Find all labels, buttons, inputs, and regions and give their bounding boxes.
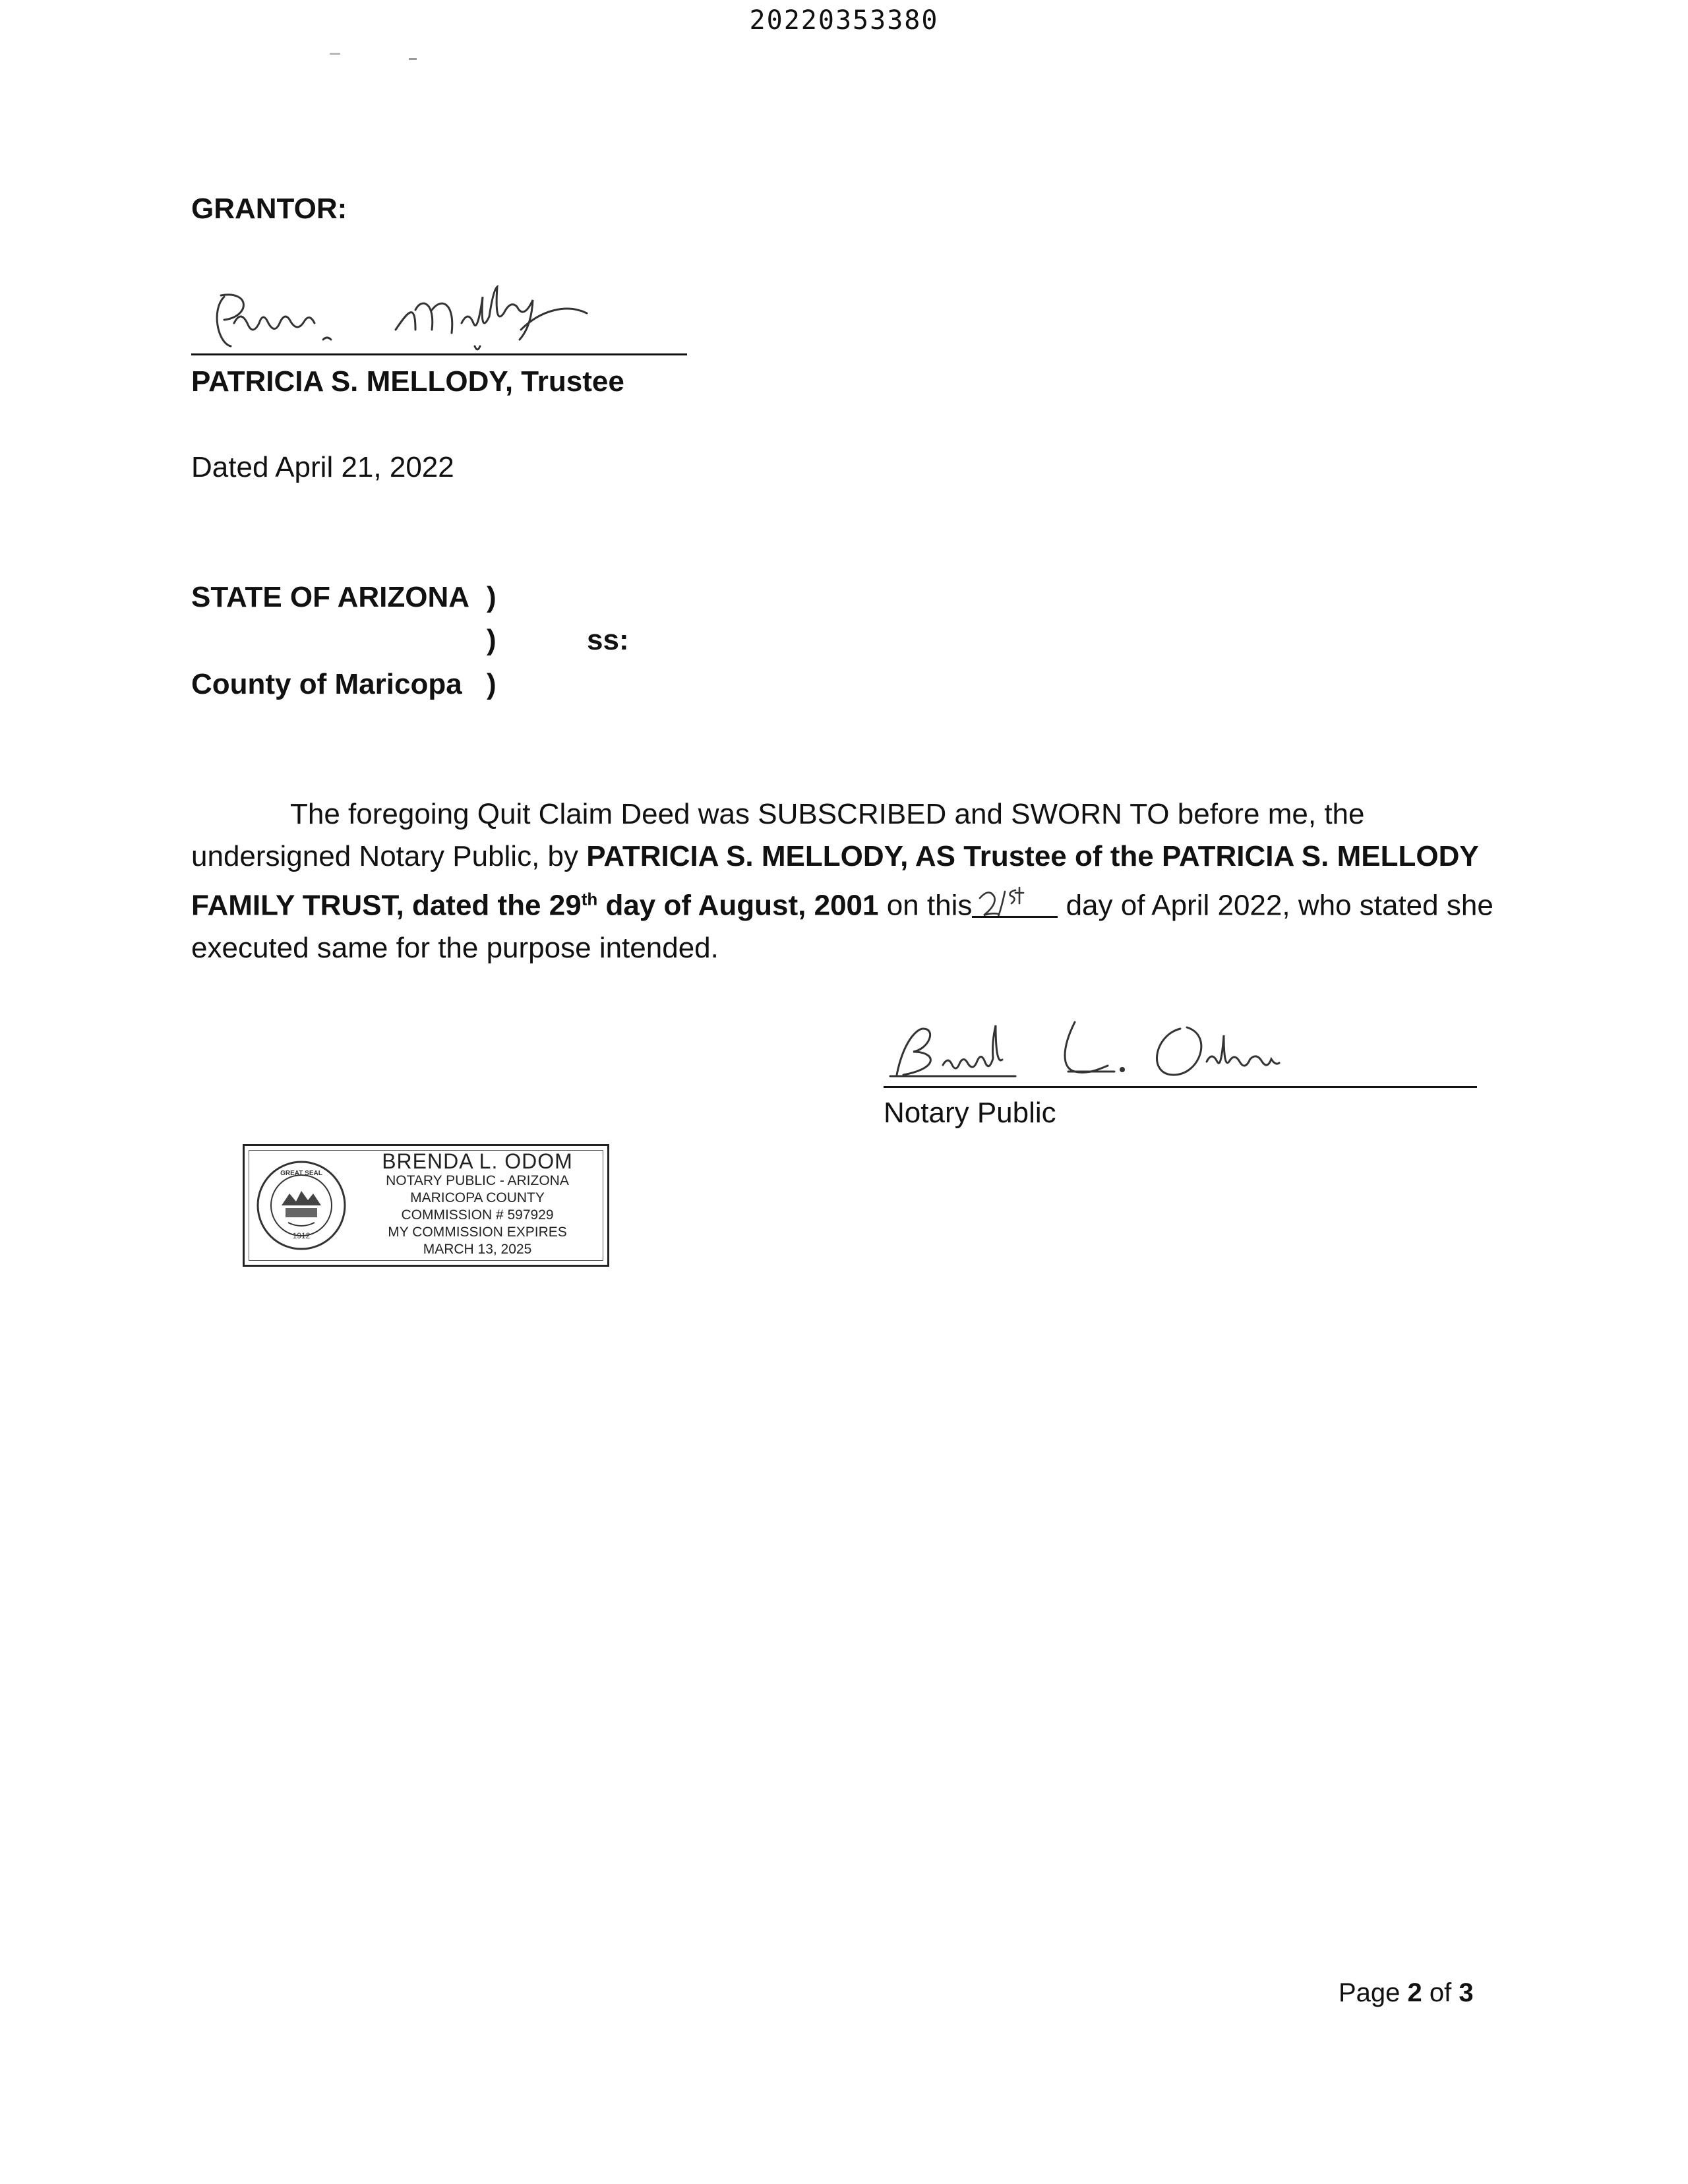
page-current: 2 (1407, 1978, 1422, 2007)
stamp-notary-name: BRENDA L. ODOM (382, 1149, 573, 1173)
venue-paren: ) (487, 581, 497, 613)
venue-paren: ) (487, 624, 497, 656)
svg-text:GREAT SEAL: GREAT SEAL (280, 1170, 322, 1177)
acknowledgment-paragraph (191, 793, 1510, 969)
svg-text:1912: 1912 (292, 1231, 311, 1240)
acknowledgment-bold: day of August, 2001 (597, 889, 879, 922)
recording-number: 20220353380 (749, 5, 939, 36)
grantor-label: GRANTOR: (191, 193, 347, 225)
notary-stamp (243, 1144, 609, 1267)
venue-state: STATE OF ARIZONA (191, 581, 470, 613)
dated-line: Dated April 21, 2022 (191, 451, 454, 483)
scan-mark (409, 58, 417, 60)
stamp-line: MARCH 13, 2025 (423, 1242, 532, 1257)
stamp-line: COMMISSION # 597929 (401, 1207, 554, 1223)
venue-paren: ) (487, 668, 497, 700)
venue-ss: ss: (587, 624, 629, 656)
ordinal-suffix: th (581, 889, 598, 909)
grantor-name: PATRICIA S. MELLODY, Trustee (191, 365, 624, 398)
notary-label: Notary Public (884, 1097, 1056, 1129)
stamp-line: NOTARY PUBLIC - ARIZONA (386, 1173, 569, 1188)
grantor-signature-line (191, 353, 687, 355)
notary-signature (877, 1002, 1339, 1095)
stamp-line: MARICOPA COUNTY (410, 1190, 545, 1205)
day-handwritten (975, 884, 1054, 921)
page-middle: of (1422, 1978, 1459, 2007)
state-seal-icon (255, 1159, 347, 1252)
grantor-signature (198, 284, 673, 363)
page-number (1339, 1978, 1474, 2008)
stamp-line: MY COMMISSION EXPIRES (388, 1225, 567, 1240)
acknowledgment-text: The foregoing Quit Claim Deed was SUBSCRIBED and SWORN TO before me, the undersigned Notary Public, by (191, 798, 1365, 872)
day-fill-blank (972, 889, 1058, 915)
page-prefix: Page (1339, 1978, 1408, 2007)
acknowledgment-text: day of April 2022, who stated she executed same for the purpose intended. (191, 889, 1493, 964)
stamp-text-block (355, 1150, 599, 1258)
scan-mark (330, 53, 340, 55)
page-total: 3 (1459, 1978, 1474, 2007)
acknowledgment-bold: PATRICIA S. MELLODY, AS Trustee of the PATRICIA S. MELLODY FAMILY TRUST, dated the 29 (191, 840, 1478, 922)
notary-signature-line (884, 1086, 1477, 1088)
acknowledgment-text: on this (878, 889, 973, 922)
venue-county: County of Maricopa (191, 668, 462, 700)
